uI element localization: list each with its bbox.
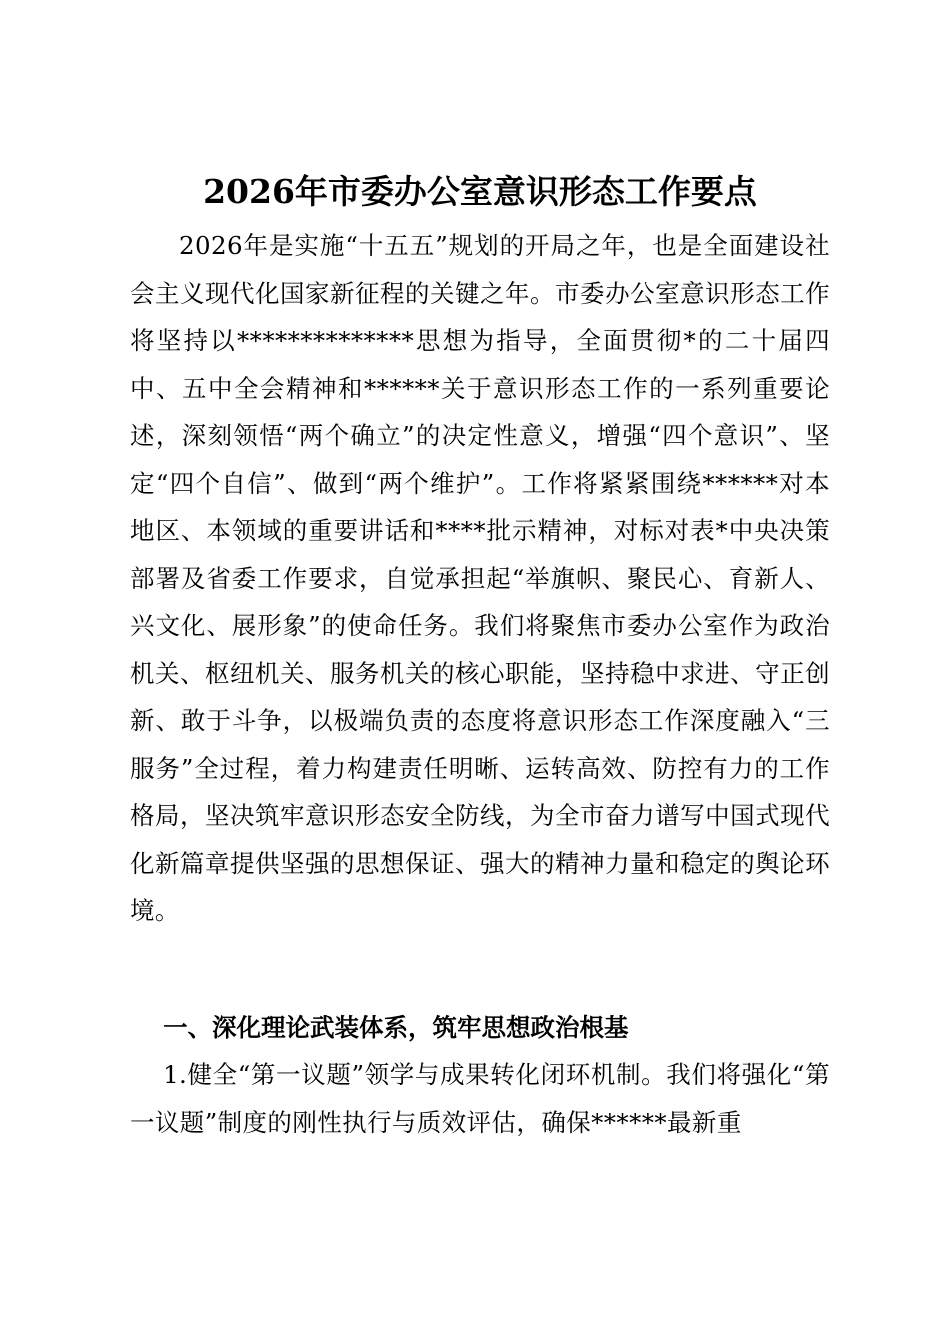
intro-paragraph: 2026年是实施“十五五”规划的开局之年，也是全面建设社会主义现代化国家新征程的关键之年。市委办公室意识形态工作将坚持以**************思想为指导，全面贯彻*的二十届四中、五中全会精神和******关于意识形态工作的一系列重要论述，深刻领悟“两个确立”的决定性意义，增强“四个意识”、坚定“四个自信”、做到“两个维护”。工作将紧紧围绕******对本地区、本领域的重要讲话和****批示精神，对标对表*中央决策部署及省委工作要求，自觉承担起“举旗帜、聚民心、育新人、兴文化、展形象”的使命任务。我们将聚焦市委办公室作为政治机关、枢纽机关、服务机关的核心职能，坚持稳中求进、守正创新、敢于斗争，以极端负责的态度将意识形态工作深度融入“三服务”全过程，着力构建责任明晰、运转高效、防控有力的工作格局，坚决筑牢意识形态安全防线，为全市奋力谱写中国式现代化新篇章提供坚强的思想保证、强大的精神力量和稳定的舆论环境。 — [130, 231, 830, 925]
section-heading-1: 一、深化理论武装体系，筑牢思想政治根基 — [163, 1013, 629, 1042]
section-1-item-1: 1.健全“第一议题”领学与成果转化闭环机制。我们将强化“第一议题”制度的刚性执行与质效评估，确保******最新重 — [130, 1060, 830, 1137]
document-title: 2026年市委办公室意识形态工作要点 — [203, 172, 757, 211]
